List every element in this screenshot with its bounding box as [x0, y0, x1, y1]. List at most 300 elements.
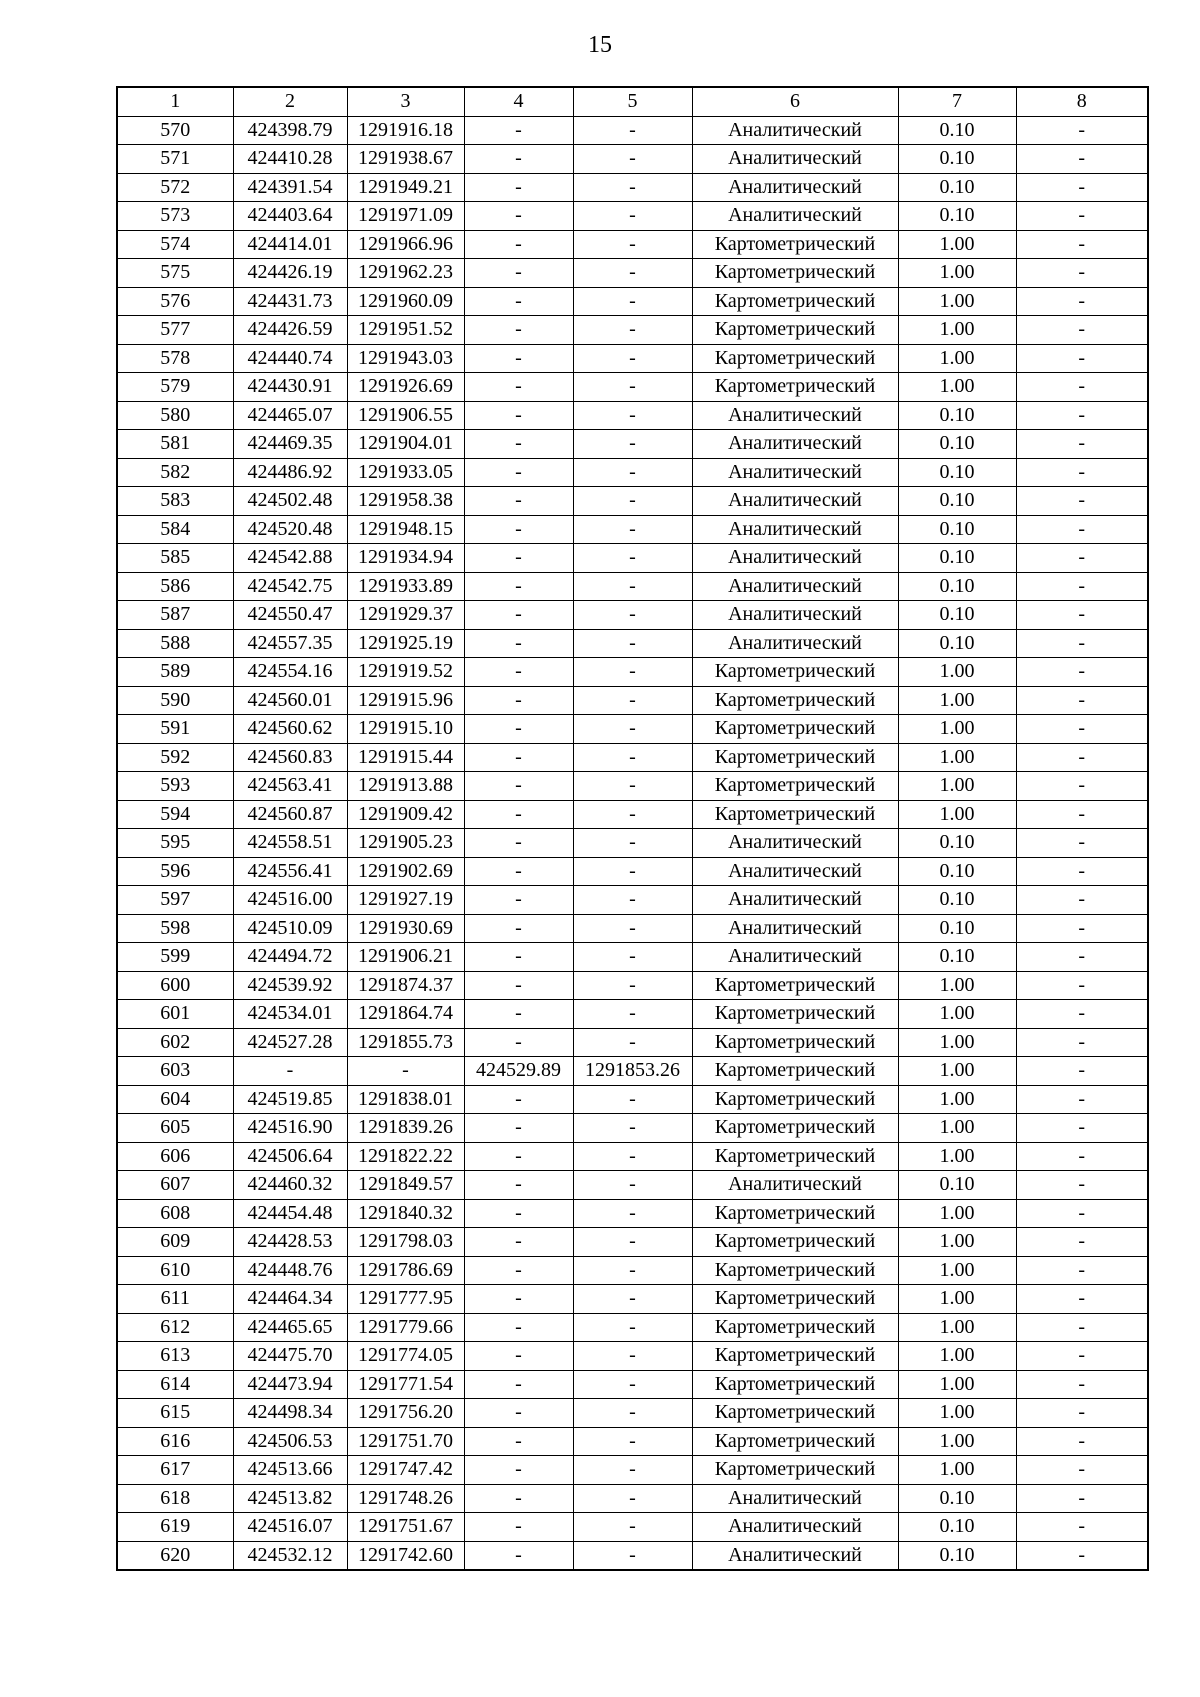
table-cell: Аналитический [692, 515, 898, 544]
table-cell: - [1016, 1057, 1148, 1086]
table-cell: - [464, 1484, 573, 1513]
table-cell: 1291958.38 [347, 487, 464, 516]
table-cell: 590 [117, 686, 233, 715]
table-cell: - [464, 829, 573, 858]
table-row [117, 145, 1148, 174]
table-cell: 424558.51 [233, 829, 347, 858]
table-cell: 1291751.67 [347, 1513, 464, 1542]
table-cell: 1291930.69 [347, 914, 464, 943]
table-cell: - [573, 116, 692, 145]
table-cell: - [573, 914, 692, 943]
table-cell: - [1016, 1000, 1148, 1029]
table-cell: 1.00 [898, 1370, 1016, 1399]
table-cell: 424430.91 [233, 373, 347, 402]
table-cell: 0.10 [898, 857, 1016, 886]
table-cell: - [1016, 316, 1148, 345]
page-number: 15 [588, 32, 612, 58]
table-cell: - [464, 1342, 573, 1371]
table-cell: 615 [117, 1399, 233, 1428]
table-row [117, 1142, 1148, 1171]
table-cell: - [1016, 544, 1148, 573]
table-cell: - [1016, 886, 1148, 915]
table-row [117, 772, 1148, 801]
table-cell: 1291933.89 [347, 572, 464, 601]
table-row [117, 800, 1148, 829]
column-header: 8 [1016, 87, 1148, 116]
table-cell: 603 [117, 1057, 233, 1086]
table-cell: 1.00 [898, 686, 1016, 715]
table-cell: - [573, 772, 692, 801]
table-row [117, 1313, 1148, 1342]
table-cell: - [1016, 914, 1148, 943]
table-row [117, 886, 1148, 915]
table-cell: 424426.59 [233, 316, 347, 345]
table-cell: 424454.48 [233, 1199, 347, 1228]
table-cell: - [233, 1057, 347, 1086]
table-cell: - [573, 1484, 692, 1513]
table-cell: 600 [117, 971, 233, 1000]
table-cell: - [464, 287, 573, 316]
table-row [117, 1342, 1148, 1371]
table-cell: 1.00 [898, 1199, 1016, 1228]
table-cell: - [464, 259, 573, 288]
table-cell: 424460.32 [233, 1171, 347, 1200]
table-cell: - [1016, 1199, 1148, 1228]
table-cell: 424516.07 [233, 1513, 347, 1542]
table-row [117, 658, 1148, 687]
table-cell: - [573, 430, 692, 459]
table-cell: - [1016, 800, 1148, 829]
table-cell: 1291902.69 [347, 857, 464, 886]
table-cell: 1291874.37 [347, 971, 464, 1000]
table-cell: 1291906.21 [347, 943, 464, 972]
table-cell: - [1016, 116, 1148, 145]
table-cell: 424426.19 [233, 259, 347, 288]
table-cell: 1291742.60 [347, 1541, 464, 1570]
table-row [117, 971, 1148, 1000]
table-cell: 1291913.88 [347, 772, 464, 801]
table-cell: - [573, 971, 692, 1000]
table-cell: Аналитический [692, 173, 898, 202]
table-cell: - [1016, 1313, 1148, 1342]
table-cell: 619 [117, 1513, 233, 1542]
table-cell: 575 [117, 259, 233, 288]
table-row [117, 943, 1148, 972]
table-cell: - [573, 1427, 692, 1456]
table-cell: 614 [117, 1370, 233, 1399]
table-cell: - [464, 1000, 573, 1029]
table-row [117, 259, 1148, 288]
table-cell: 424560.83 [233, 743, 347, 772]
table-cell: 1.00 [898, 1285, 1016, 1314]
table-cell: - [1016, 1484, 1148, 1513]
table-cell: - [1016, 1342, 1148, 1371]
table-cell: 424464.34 [233, 1285, 347, 1314]
table-cell: 1291849.57 [347, 1171, 464, 1200]
table-cell: - [573, 686, 692, 715]
table-cell: Аналитический [692, 544, 898, 573]
table-cell: - [1016, 202, 1148, 231]
table-cell: - [464, 686, 573, 715]
table-cell: - [573, 1313, 692, 1342]
table-cell: - [464, 1256, 573, 1285]
table-cell: Картометрический [692, 1228, 898, 1257]
table-cell: Аналитический [692, 857, 898, 886]
table-cell: - [573, 1399, 692, 1428]
table-cell: - [1016, 344, 1148, 373]
table-cell: - [464, 173, 573, 202]
table-cell: 1291771.54 [347, 1370, 464, 1399]
table-row [117, 1484, 1148, 1513]
table-cell: 576 [117, 287, 233, 316]
table-cell: 589 [117, 658, 233, 687]
table-cell: - [1016, 1370, 1148, 1399]
table-cell: 1.00 [898, 1456, 1016, 1485]
table-row [117, 287, 1148, 316]
table-cell: 424506.53 [233, 1427, 347, 1456]
table-row [117, 430, 1148, 459]
table-cell: Аналитический [692, 886, 898, 915]
table-cell: - [1016, 629, 1148, 658]
table-cell: 0.10 [898, 401, 1016, 430]
table-cell: - [347, 1057, 464, 1086]
table-cell: Картометрический [692, 658, 898, 687]
table-cell: 424560.87 [233, 800, 347, 829]
table-cell: 1291915.10 [347, 715, 464, 744]
table-cell: 1291756.20 [347, 1399, 464, 1428]
table-row [117, 316, 1148, 345]
table-cell: 605 [117, 1114, 233, 1143]
table-cell: - [1016, 145, 1148, 174]
table-cell: 0.10 [898, 629, 1016, 658]
table-cell: 1291915.96 [347, 686, 464, 715]
table-cell: - [573, 1513, 692, 1542]
table-cell: Картометрический [692, 287, 898, 316]
table-cell: 1291949.21 [347, 173, 464, 202]
table-cell: 1.00 [898, 743, 1016, 772]
column-header: 2 [233, 87, 347, 116]
table-cell: 608 [117, 1199, 233, 1228]
table-cell: 609 [117, 1228, 233, 1257]
table-cell: 1291925.19 [347, 629, 464, 658]
table-cell: - [573, 401, 692, 430]
table-row [117, 829, 1148, 858]
table-cell: 602 [117, 1028, 233, 1057]
table-cell: - [573, 715, 692, 744]
table-cell: 424519.85 [233, 1085, 347, 1114]
table-cell: 424513.82 [233, 1484, 347, 1513]
table-cell: 1.00 [898, 1427, 1016, 1456]
table-cell: Картометрический [692, 772, 898, 801]
table-cell: - [1016, 173, 1148, 202]
table-cell: - [573, 1142, 692, 1171]
column-header: 1 [117, 87, 233, 116]
table-cell: 604 [117, 1085, 233, 1114]
table-cell: - [464, 230, 573, 259]
table-cell: 1291906.55 [347, 401, 464, 430]
table-cell: - [573, 230, 692, 259]
table-cell: 1291777.95 [347, 1285, 464, 1314]
table-row [117, 1370, 1148, 1399]
table-cell: - [464, 943, 573, 972]
table-cell: - [573, 572, 692, 601]
table-cell: 595 [117, 829, 233, 858]
table-cell: 424391.54 [233, 173, 347, 202]
table-cell: 0.10 [898, 601, 1016, 630]
table-cell: 1291864.74 [347, 1000, 464, 1029]
table-cell: 424510.09 [233, 914, 347, 943]
table-cell: - [464, 772, 573, 801]
table-cell: 574 [117, 230, 233, 259]
table-cell: Картометрический [692, 1199, 898, 1228]
table-cell: 1291919.52 [347, 658, 464, 687]
table-cell: 424534.01 [233, 1000, 347, 1029]
table-row [117, 1541, 1148, 1570]
table-cell: 424542.88 [233, 544, 347, 573]
table-cell: 617 [117, 1456, 233, 1485]
table-cell: 1.00 [898, 1399, 1016, 1428]
table-cell: - [573, 800, 692, 829]
table-cell: 1291840.32 [347, 1199, 464, 1228]
table-cell: - [573, 1085, 692, 1114]
table-cell: 424516.00 [233, 886, 347, 915]
table-cell: Аналитический [692, 202, 898, 231]
table-cell: 1291916.18 [347, 116, 464, 145]
table-cell: 1291747.42 [347, 1456, 464, 1485]
table-cell: 1291966.96 [347, 230, 464, 259]
table-cell: - [464, 430, 573, 459]
table-cell: 585 [117, 544, 233, 573]
table-cell: 1291971.09 [347, 202, 464, 231]
table-cell: - [464, 145, 573, 174]
table-cell: - [573, 601, 692, 630]
table-cell: 0.10 [898, 515, 1016, 544]
table-row [117, 1171, 1148, 1200]
table-cell: Картометрический [692, 1000, 898, 1029]
table-cell: - [1016, 287, 1148, 316]
table-cell: - [573, 458, 692, 487]
table-cell: - [1016, 601, 1148, 630]
table-cell: Картометрический [692, 1427, 898, 1456]
table-cell: 577 [117, 316, 233, 345]
table-cell: - [464, 800, 573, 829]
table-cell: - [464, 914, 573, 943]
table-cell: - [1016, 971, 1148, 1000]
table-cell: 1.00 [898, 971, 1016, 1000]
table-cell: 1291853.26 [573, 1057, 692, 1086]
table-cell: 1291951.52 [347, 316, 464, 345]
table-cell: 611 [117, 1285, 233, 1314]
table-cell: 588 [117, 629, 233, 658]
table-cell: - [464, 373, 573, 402]
table-cell: 1.00 [898, 1057, 1016, 1086]
table-cell: 1291905.23 [347, 829, 464, 858]
table-cell: Аналитический [692, 943, 898, 972]
table-cell: 424539.92 [233, 971, 347, 1000]
table-cell: - [464, 487, 573, 516]
table-cell: - [464, 1456, 573, 1485]
table-cell: - [464, 1142, 573, 1171]
table-cell: 573 [117, 202, 233, 231]
table-cell: 1.00 [898, 658, 1016, 687]
table-cell: 424502.48 [233, 487, 347, 516]
table-cell: - [1016, 1114, 1148, 1143]
table-cell: 1291751.70 [347, 1427, 464, 1456]
table-cell: 610 [117, 1256, 233, 1285]
table-cell: 1.00 [898, 230, 1016, 259]
table-cell: 1291926.69 [347, 373, 464, 402]
table-cell: Картометрический [692, 1313, 898, 1342]
table-cell: 1.00 [898, 1342, 1016, 1371]
table-row [117, 1000, 1148, 1029]
table-cell: 1291938.67 [347, 145, 464, 174]
table-cell: 0.10 [898, 430, 1016, 459]
table-cell: 1.00 [898, 287, 1016, 316]
table-cell: - [464, 1541, 573, 1570]
table-cell: 578 [117, 344, 233, 373]
table-cell: 424414.01 [233, 230, 347, 259]
table-cell: 594 [117, 800, 233, 829]
table-cell: Картометрический [692, 800, 898, 829]
table-cell: 1291962.23 [347, 259, 464, 288]
table-cell: - [464, 743, 573, 772]
table-cell: Аналитический [692, 629, 898, 658]
table-row [117, 601, 1148, 630]
table-cell: - [464, 715, 573, 744]
table-cell: 0.10 [898, 202, 1016, 231]
table-cell: 424428.53 [233, 1228, 347, 1257]
table-cell: - [573, 829, 692, 858]
table-row [117, 1114, 1148, 1143]
table-cell: - [1016, 772, 1148, 801]
table-cell: Картометрический [692, 230, 898, 259]
table-cell: 424448.76 [233, 1256, 347, 1285]
table-row [117, 1285, 1148, 1314]
table-cell: - [1016, 1256, 1148, 1285]
table-cell: - [464, 458, 573, 487]
table-cell: Картометрический [692, 1342, 898, 1371]
column-header: 5 [573, 87, 692, 116]
table-cell: 1291748.26 [347, 1484, 464, 1513]
table-row [117, 487, 1148, 516]
table-row [117, 1456, 1148, 1485]
table-cell: 1.00 [898, 1256, 1016, 1285]
table-cell: - [573, 1114, 692, 1143]
table-row [117, 1199, 1148, 1228]
table-cell: - [573, 1456, 692, 1485]
table-cell: 0.10 [898, 914, 1016, 943]
table-cell: - [464, 572, 573, 601]
table-cell: 1291822.22 [347, 1142, 464, 1171]
table-cell: - [464, 629, 573, 658]
table-cell: 571 [117, 145, 233, 174]
table-row [117, 458, 1148, 487]
table-cell: - [573, 1285, 692, 1314]
table-cell: 1291855.73 [347, 1028, 464, 1057]
table-cell: - [464, 1085, 573, 1114]
table-cell: - [464, 544, 573, 573]
table-cell: 587 [117, 601, 233, 630]
table-cell: - [1016, 373, 1148, 402]
table-cell: 1291960.09 [347, 287, 464, 316]
table-cell: - [1016, 1171, 1148, 1200]
table-cell: 424506.64 [233, 1142, 347, 1171]
table-cell: 424469.35 [233, 430, 347, 459]
table-row [117, 515, 1148, 544]
table-cell: Картометрический [692, 1028, 898, 1057]
table-row [117, 686, 1148, 715]
table-cell: - [1016, 686, 1148, 715]
table-cell: 607 [117, 1171, 233, 1200]
table-cell: 1291904.01 [347, 430, 464, 459]
table-cell: - [1016, 857, 1148, 886]
table-cell: - [1016, 1085, 1148, 1114]
table-cell: - [573, 344, 692, 373]
table-cell: 1.00 [898, 1114, 1016, 1143]
table-cell: 1291934.94 [347, 544, 464, 573]
table-cell: - [573, 857, 692, 886]
table-cell: - [573, 1370, 692, 1399]
table-cell: 1291786.69 [347, 1256, 464, 1285]
table-cell: - [464, 1285, 573, 1314]
table-cell: - [573, 515, 692, 544]
table-cell: 1.00 [898, 1000, 1016, 1029]
table-cell: 424398.79 [233, 116, 347, 145]
table-row [117, 173, 1148, 202]
table-cell: 424410.28 [233, 145, 347, 174]
table-cell: 572 [117, 173, 233, 202]
table-cell: 424403.64 [233, 202, 347, 231]
column-header: 3 [347, 87, 464, 116]
table-cell: 1.00 [898, 715, 1016, 744]
table-row [117, 914, 1148, 943]
table-cell: Аналитический [692, 1484, 898, 1513]
table-row [117, 1085, 1148, 1114]
table-cell: 1.00 [898, 1142, 1016, 1171]
table-cell: 424529.89 [464, 1057, 573, 1086]
table-cell: - [464, 1228, 573, 1257]
table-cell: - [1016, 1427, 1148, 1456]
table-cell: 606 [117, 1142, 233, 1171]
table-cell: - [1016, 1513, 1148, 1542]
table-cell: Картометрический [692, 1142, 898, 1171]
table-cell: 1291943.03 [347, 344, 464, 373]
table-cell: 1291798.03 [347, 1228, 464, 1257]
table-cell: 424465.65 [233, 1313, 347, 1342]
table-cell: Аналитический [692, 401, 898, 430]
table-cell: 0.10 [898, 886, 1016, 915]
table-cell: - [573, 629, 692, 658]
table-cell: - [464, 1114, 573, 1143]
table-cell: 1.00 [898, 800, 1016, 829]
table-cell: - [464, 971, 573, 1000]
table-cell: 1291915.44 [347, 743, 464, 772]
table-cell: - [1016, 401, 1148, 430]
table-cell: 598 [117, 914, 233, 943]
table-cell: 1291933.05 [347, 458, 464, 487]
table-cell: Картометрический [692, 1114, 898, 1143]
table-cell: Аналитический [692, 1541, 898, 1570]
column-header: 7 [898, 87, 1016, 116]
table-cell: Картометрический [692, 316, 898, 345]
table-row [117, 544, 1148, 573]
table-cell: 582 [117, 458, 233, 487]
table-cell: 424475.70 [233, 1342, 347, 1371]
table-cell: 424520.48 [233, 515, 347, 544]
table-cell: - [1016, 829, 1148, 858]
table-cell: 0.10 [898, 1513, 1016, 1542]
table-cell: - [464, 658, 573, 687]
